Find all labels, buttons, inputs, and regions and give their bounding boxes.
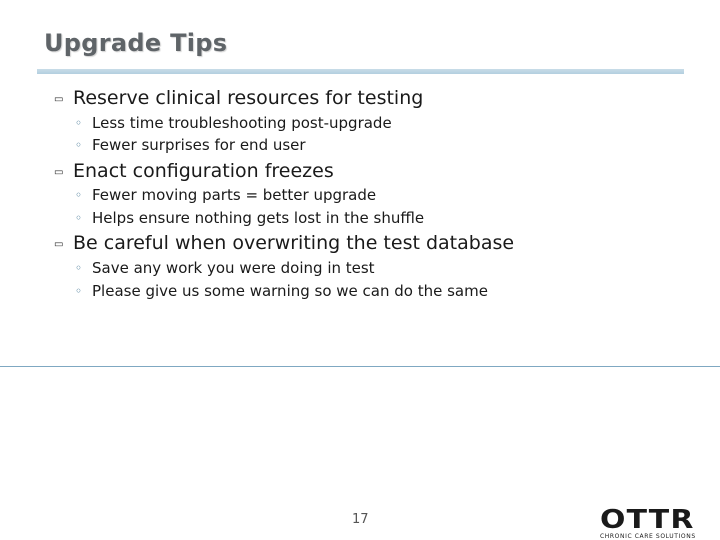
bullet-marker-icon: ▭ [54,94,64,105]
footer-rule [0,366,720,367]
sub-bullet-marker-icon: ◦ [75,188,83,202]
ottr-logo [600,505,718,540]
title-rule [37,69,684,74]
sub-bullet-item: Fewer moving parts = better upgrade [92,186,377,204]
bullet-marker-icon: ▭ [54,239,64,250]
page-number: 17 [352,512,369,527]
sub-bullet-marker-icon: ◦ [75,116,83,130]
sub-bullet-marker-icon: ◦ [75,261,83,275]
slide-title: Upgrade Tips [44,29,228,57]
bullet-item: Enact configuration freezes [73,160,334,182]
sub-bullet-marker-icon: ◦ [75,211,83,225]
sub-bullet-item: Helps ensure nothing gets lost in the shuffle [92,209,425,227]
sub-bullet-marker-icon: ◦ [75,284,83,298]
bullet-item: Reserve clinical resources for testing [73,87,424,109]
sub-bullet-item: Less time troubleshooting post-upgrade [92,114,392,132]
bullet-marker-icon: ▭ [54,167,64,178]
logo-tagline: CHRONIC CARE SOLUTIONS [600,533,696,540]
sub-bullet-item: Please give us some warning so we can do the same [92,282,488,300]
bullet-item: Be careful when overwriting the test database [73,232,515,254]
logo-wordmark: OTTR [600,505,695,535]
sub-bullet-item: Fewer surprises for end user [92,136,306,154]
sub-bullet-item: Save any work you were doing in test [92,259,375,277]
sub-bullet-marker-icon: ◦ [75,138,83,152]
